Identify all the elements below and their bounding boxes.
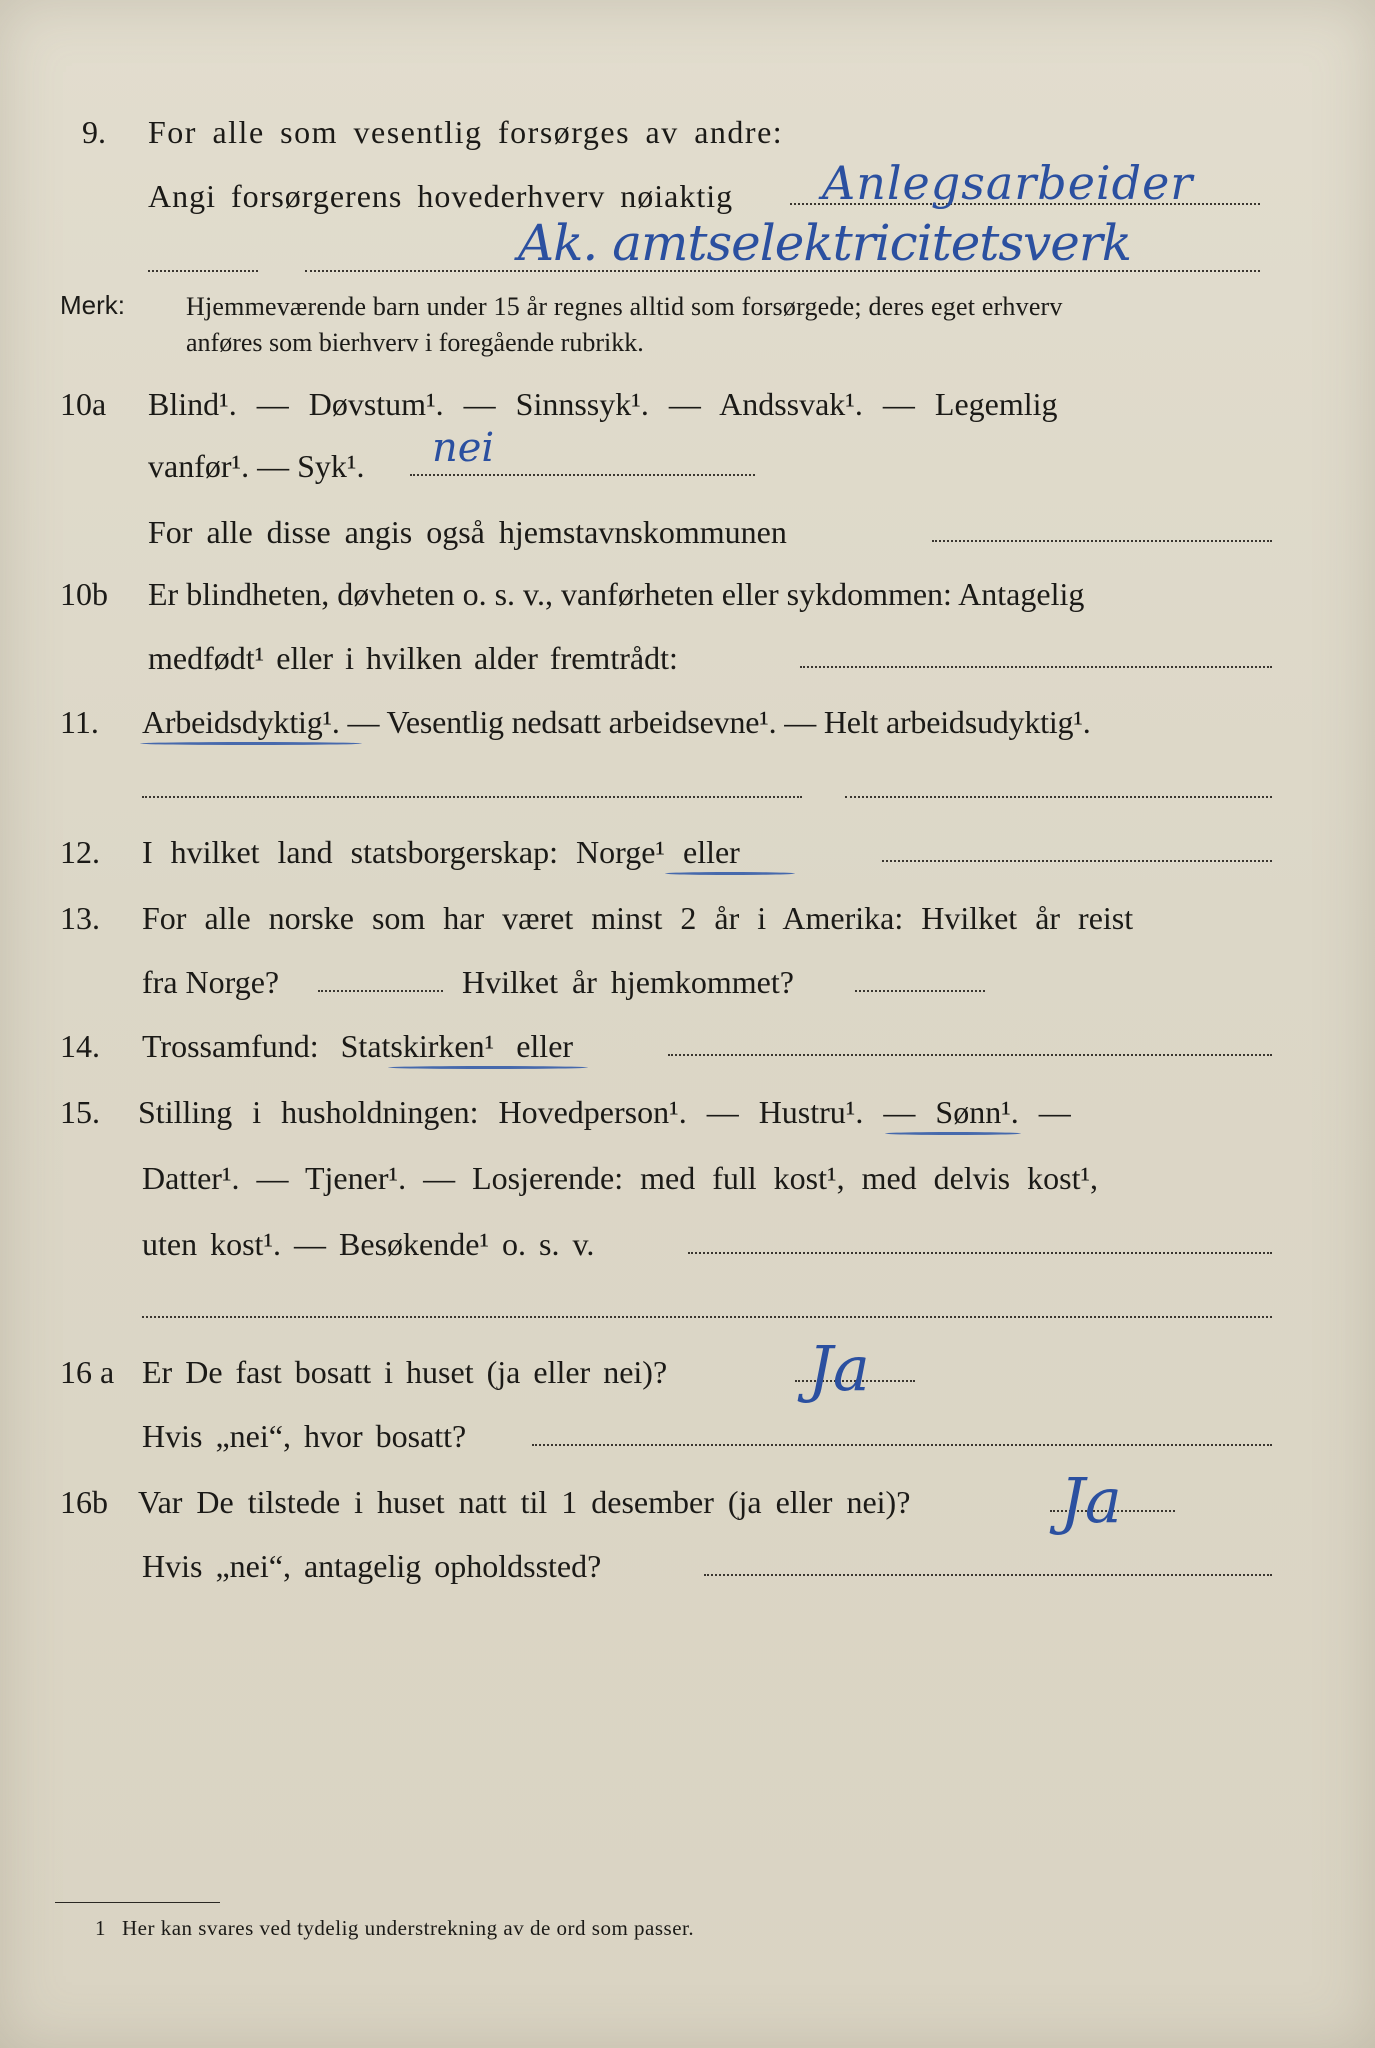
q11-arbeidsdyktig-underline xyxy=(140,742,362,745)
q10a-line2: vanfør¹. — Syk¹. xyxy=(148,448,365,484)
q14-line1: Trossamfund: Statskirken¹ eller xyxy=(142,1028,574,1064)
q15-line2: Datter¹. — Tjener¹. — Losjerende: med full kost¹, med delvis kost¹, xyxy=(142,1160,1099,1196)
q16b-opholdssted-line xyxy=(704,1574,1272,1576)
q9-handwritten-answer1: Anlegsarbeider xyxy=(822,156,1194,210)
q14-statskirken-underline xyxy=(388,1066,588,1069)
q10a-line1: Blind¹. — Døvstum¹. — Sinnssyk¹. — Andssvak¹. — Legemlig xyxy=(148,386,1058,422)
q16a-line1: Er De fast bosatt i huset (ja eller nei)? xyxy=(142,1354,668,1390)
q13-line1: For alle norske som har været minst 2 år i Amerika: Hvilket år reist xyxy=(142,900,1134,936)
merk-label: Merk: xyxy=(60,290,125,320)
q15-extra-line xyxy=(142,1316,1272,1318)
q10a-line3: For alle disse angis også hjemstavnskommunen xyxy=(148,514,787,550)
q13-line2b: Hvilket år hjemkommet? xyxy=(462,964,794,1000)
footnote-mark: 1 xyxy=(95,1916,106,1940)
q10b-answer-line xyxy=(800,666,1272,668)
q9-handwritten-answer2: Ak. amtselektricitetsverk xyxy=(518,214,1132,272)
q16b-line1: Var De tilstede i huset natt til 1 desember (ja eller nei)? xyxy=(138,1484,911,1520)
footnote-text: Her kan svares ved tydelig understrekning av de ord som passer. xyxy=(122,1916,695,1940)
q14-number: 14. xyxy=(60,1028,100,1064)
q13-line2a: fra Norge? xyxy=(142,964,280,1000)
q11-answer-line-a xyxy=(142,796,802,798)
q16b-handwritten-answer: Ja xyxy=(1060,1464,1122,1537)
q12-number: 12. xyxy=(60,834,100,870)
q12-norge-underline xyxy=(665,872,795,875)
q9-number: 9. xyxy=(82,114,106,150)
q16a-line2: Hvis „nei“, hvor bosatt? xyxy=(142,1418,467,1454)
q16a-number: 16 a xyxy=(60,1354,115,1390)
q10a-handwritten-answer: nei xyxy=(432,425,495,471)
q14-answer-line xyxy=(668,1054,1272,1056)
q16b-line2: Hvis „nei“, antagelig opholdssted? xyxy=(142,1548,602,1584)
q15-line3: uten kost¹. — Besøkende¹ o. s. v. xyxy=(142,1226,595,1262)
q16a-handwritten-answer: Ja xyxy=(808,1332,870,1405)
q10b-number: 10b xyxy=(60,576,108,612)
q16a-bosatt-line xyxy=(532,1444,1272,1446)
q13-hjemkommet-line xyxy=(855,990,985,992)
q10a-answer-line xyxy=(410,474,755,476)
q10a-hjemstavn-line xyxy=(932,540,1272,542)
merk-line1: Hjemmeværende barn under 15 år regnes alltid som forsørgede; deres eget erhverv xyxy=(186,292,1063,321)
q9-line1: For alle som vesentlig forsørges av andre: xyxy=(148,114,784,150)
q11-number: 11. xyxy=(60,704,99,740)
footnote-rule xyxy=(55,1902,220,1903)
q10b-line2: medfødt¹ eller i hvilken alder fremtrådt: xyxy=(148,640,678,676)
q13-reist-line xyxy=(318,990,443,992)
q11-line1: Arbeidsdyktig¹. — Vesentlig nedsatt arbeidsevne¹. — Helt arbeidsudyktig¹. xyxy=(142,704,1091,740)
q15-answer-line xyxy=(688,1252,1272,1254)
merk-line2: anføres som bierhverv i foregående rubrikk. xyxy=(186,328,644,357)
q11-answer-line-b xyxy=(845,796,1272,798)
q10b-line1: Er blindheten, døvheten o. s. v., vanførheten eller sykdommen: Antagelig xyxy=(148,576,1085,612)
q12-line1: I hvilket land statsborgerskap: Norge¹ eller xyxy=(142,834,740,870)
q15-number: 15. xyxy=(60,1094,100,1130)
q15-line1: Stilling i husholdningen: Hovedperson¹. — Hustru¹. — Sønn¹. — xyxy=(138,1094,1071,1130)
q16b-number: 16b xyxy=(60,1484,108,1520)
q9-answer-line2a xyxy=(148,270,258,272)
q15-hustru-underline xyxy=(885,1132,1021,1135)
q12-answer-line xyxy=(882,860,1272,862)
q13-number: 13. xyxy=(60,900,100,936)
q10a-number: 10a xyxy=(60,386,107,422)
q9-line2: Angi forsørgerens hovederhverv nøiaktig xyxy=(148,178,734,214)
